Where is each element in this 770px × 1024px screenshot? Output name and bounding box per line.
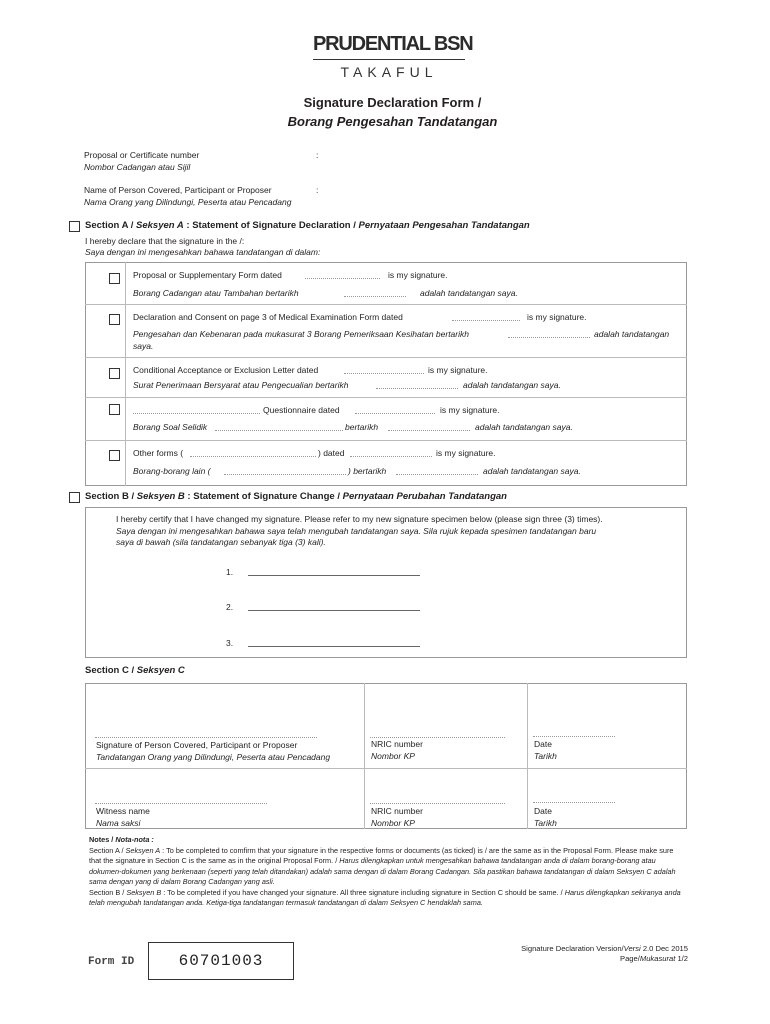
person-nric-field[interactable] xyxy=(370,728,505,738)
section-c-column-divider xyxy=(364,683,365,829)
person-name-colon: : xyxy=(316,185,319,195)
person-date-label: Date xyxy=(534,739,552,749)
other-forms-name-field[interactable] xyxy=(190,447,316,457)
proposal-number-label-malay: Nombor Cadangan atau Sijil xyxy=(84,162,191,172)
person-name-label: Name of Person Covered, Participant or Proposer xyxy=(84,185,272,195)
section-a-row-divider xyxy=(85,397,687,398)
form-id-label: Form ID xyxy=(88,956,135,968)
witness-name-label-malay: Nama saksi xyxy=(96,818,141,828)
new-signature-field-2[interactable] xyxy=(248,601,420,611)
row-questionnaire-label: Questionnaire dated xyxy=(263,405,340,415)
section-b-title: Section B / Seksyen B : Statement of Signature Change / Pernyataan Perubahan Tandatangan xyxy=(85,491,507,502)
questionnaire-date-field[interactable] xyxy=(355,404,435,414)
brand-logo-subtitle: TAKAFUL xyxy=(340,64,438,80)
person-date-field[interactable] xyxy=(533,727,615,737)
notes xyxy=(89,835,684,909)
section-a-checkbox[interactable] xyxy=(69,221,80,232)
proposal-number-field[interactable] xyxy=(324,150,684,172)
section-c-row-divider xyxy=(85,768,687,769)
row-questionnaire-tail: is my signature. xyxy=(440,405,500,415)
row-medical-form-tail-malay: adalah tandatangan xyxy=(594,329,670,339)
witness-nric-label: NRIC number xyxy=(371,806,423,816)
row-medical-form-label: Declaration and Consent on page 3 of Medical Examination Form dated xyxy=(133,312,403,322)
witness-date-field[interactable] xyxy=(533,793,615,803)
row-medical-form-label-malay: Pengesahan dan Kebenaran pada mukasurat 3 Borang Pemeriksaan Kesihatan bertarikh xyxy=(133,329,469,339)
acceptance-letter-checkbox[interactable] xyxy=(109,368,120,379)
person-signature-label-malay: Tandatangan Orang yang Dilindungi, Peserta atau Pencadang xyxy=(96,752,331,762)
medical-form-date-field[interactable] xyxy=(452,311,520,321)
form-title: Signature Declaration Form / xyxy=(303,95,482,110)
version-label: Signature Declaration Version/Versi 2.0 Dec 2015 xyxy=(521,944,688,953)
section-a-title: Section A / Seksyen A : Statement of Signature Declaration / Pernyataan Pengesahan Tandatangan xyxy=(85,220,530,231)
row-questionnaire-tail-malay: adalah tandatangan saya. xyxy=(475,422,573,432)
form-id-value: 60701003 xyxy=(178,952,264,970)
new-signature-field-3[interactable] xyxy=(248,637,420,647)
notes-section-a: Section A / Seksyen A : To be completed to comfirm that your signature in the respective forms or documents (as ticked) is / are the same as in the Proposal Form. Please make sure that the signature in Section C is the same as in the original Proposal Form. / Harus dilengkapkan untuk mengesahkan bahawa tandatangan anda di dalam borang-borang atau dokumen-dokumen yang berkenaan (seperti yang telah ditandakan) adalah sama dengan di dalam Borang Cadangan. Sila pastikan bahawa tandatangan di dalam Seksyen C adalah sama dengan yang di dalam Borang Cadangan yang asli. xyxy=(89,845,676,886)
person-name-label-malay: Nama Orang yang Dilindungi, Peserta atau Pencadang xyxy=(84,197,292,207)
page-number: Page/Mukasurat 1/2 xyxy=(620,954,688,963)
questionnaire-name-field[interactable] xyxy=(133,404,260,414)
signature-line-number: 3. xyxy=(226,638,234,648)
section-b-certify-malay: Saya dengan ini mengesahkan bahawa saya telah mengubah tandatangan saya. Sila rujuk kepada spesimen tandatangan baru xyxy=(116,526,597,536)
witness-date-label-malay: Tarikh xyxy=(534,818,557,828)
acceptance-letter-date-field-malay[interactable] xyxy=(376,379,458,389)
row-acceptance-letter-label: Conditional Acceptance or Exclusion Letter dated xyxy=(133,365,319,375)
proposal-form-checkbox[interactable] xyxy=(109,273,120,284)
row-other-forms-tail: is my signature. xyxy=(436,448,496,458)
section-c-title: Section C / Seksyen C xyxy=(85,665,185,676)
witness-nric-label-malay: Nombor KP xyxy=(371,818,415,828)
medical-form-date-field-malay[interactable] xyxy=(508,328,590,338)
form-title-malay: Borang Pengesahan Tandatangan xyxy=(287,114,498,129)
row-proposal-form-tail-malay: adalah tandatangan saya. xyxy=(420,288,518,298)
proposal-form-date-field[interactable] xyxy=(305,269,380,279)
witness-name-label: Witness name xyxy=(96,806,150,816)
signature-line-number: 2. xyxy=(226,602,234,612)
person-signature-label: Signature of Person Covered, Participant or Proposer xyxy=(96,740,298,750)
row-questionnaire-label-malay: Borang Soal Selidik xyxy=(133,422,208,432)
row-acceptance-letter-label-malay: Surat Penerimaan Bersyarat atau Pengecualian bertarikh xyxy=(133,380,349,390)
proposal-number-label: Proposal or Certificate number xyxy=(84,150,200,160)
notes-section-b: Section B / Seksyen B : To be completed if you have changed your signature. All three signature including signature in Section C should be same. / Harus dilengkapkan sekiranya anda telah mengubah tandatangan anda. Ketiga-tiga tandatangan termasuk tandatangan di dalam Seksyen C hendaklah sama. xyxy=(89,887,681,907)
row-other-forms-mid: ) dated xyxy=(318,448,345,458)
person-date-label-malay: Tarikh xyxy=(534,751,557,761)
row-other-forms-label-malay: Borang-borang lain ( xyxy=(133,466,211,476)
row-medical-form-label-malay-cont: saya. xyxy=(133,341,154,351)
brand-logo: PRUDENTIAL BSN xyxy=(313,33,473,55)
section-a-row-divider xyxy=(85,440,687,441)
proposal-form-date-field-malay[interactable] xyxy=(344,287,406,297)
row-other-forms-mid-malay: ) bertarikh xyxy=(348,466,387,476)
person-nric-label-malay: Nombor KP xyxy=(371,751,415,761)
witness-name-field[interactable] xyxy=(95,794,267,804)
person-nric-label: NRIC number xyxy=(371,739,423,749)
new-signature-field-1[interactable] xyxy=(248,566,420,576)
other-forms-date-field-malay[interactable] xyxy=(396,465,478,475)
section-a-row-divider xyxy=(85,357,687,358)
witness-date-label: Date xyxy=(534,806,552,816)
other-forms-checkbox[interactable] xyxy=(109,450,120,461)
row-proposal-form-label: Proposal or Supplementary Form dated xyxy=(133,270,282,280)
witness-nric-field[interactable] xyxy=(370,794,505,804)
row-other-forms-label: Other forms ( xyxy=(133,448,184,458)
other-forms-date-field[interactable] xyxy=(350,447,432,457)
row-other-forms-tail-malay: adalah tandatangan saya. xyxy=(483,466,581,476)
section-a-row-divider xyxy=(85,304,687,305)
questionnaire-date-field-malay[interactable] xyxy=(388,421,470,431)
questionnaire-checkbox[interactable] xyxy=(109,404,120,415)
row-acceptance-letter-tail: is my signature. xyxy=(428,365,488,375)
acceptance-letter-date-field[interactable] xyxy=(344,364,424,374)
person-signature-field[interactable] xyxy=(95,728,317,738)
row-questionnaire-mid-malay: bertarikh xyxy=(345,422,379,432)
row-proposal-form-tail: is my signature. xyxy=(388,270,448,280)
section-c-column-divider xyxy=(527,683,528,829)
logo-divider xyxy=(313,59,465,60)
notes-heading: Notes / Nota-nota : xyxy=(89,835,154,844)
section-b-checkbox[interactable] xyxy=(69,492,80,503)
medical-form-checkbox[interactable] xyxy=(109,314,120,325)
section-a-declare-malay: Saya dengan ini mengesahkan bahawa tandatangan di dalam: xyxy=(85,247,321,257)
person-name-field[interactable] xyxy=(324,185,684,207)
row-medical-form-tail: is my signature. xyxy=(527,312,587,322)
section-a-declare: I hereby declare that the signature in the /: xyxy=(85,236,245,246)
questionnaire-name-field-malay[interactable] xyxy=(215,421,343,431)
section-b-certify-malay-cont: saya di bawah (sila tandatangan sebanyak tiga (3) kali). xyxy=(116,537,326,547)
section-a-column-divider xyxy=(125,262,126,486)
other-forms-name-field-malay[interactable] xyxy=(224,465,346,475)
row-acceptance-letter-tail-malay: adalah tandatangan saya. xyxy=(463,380,561,390)
signature-line-number: 1. xyxy=(226,567,234,577)
row-proposal-form-label-malay: Borang Cadangan atau Tambahan bertarikh xyxy=(133,288,299,298)
proposal-number-colon: : xyxy=(316,150,319,160)
section-b-certify: I hereby certify that I have changed my signature. Please refer to my new signature specimen below (please sign three (3) times). xyxy=(116,514,603,524)
